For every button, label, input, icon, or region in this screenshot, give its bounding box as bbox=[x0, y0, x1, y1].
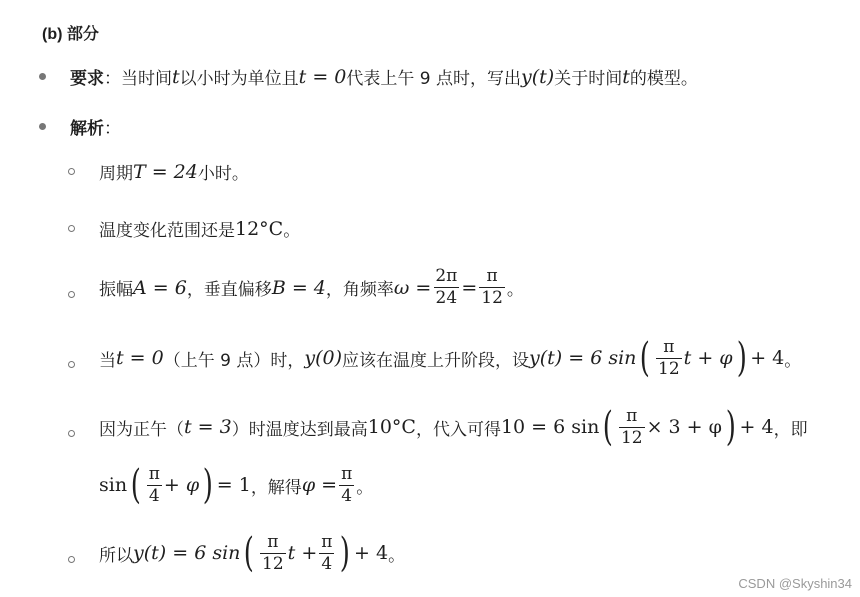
fraction: $\frac{2\pi}{24}$ bbox=[435, 266, 458, 308]
bullet-circle bbox=[68, 168, 75, 175]
watermark: CSDN @Skyshin34 bbox=[738, 576, 852, 591]
fraction: $\frac{\pi}{4}$ bbox=[321, 531, 333, 574]
params-item: 振幅 A = 6 ，垂直偏移 B = 4 ，角频率 ω = $\frac{2\pi}{24}$ = $\frac{\pi}{12}$ 。 bbox=[99, 266, 524, 308]
bullet-circle bbox=[68, 556, 75, 563]
requirement-line: 要求 ： 当时间 t 以小时为单位且 t = 0 代表上午 9 点时，写出 y(t) 关于时间 t 的模型。 bbox=[70, 65, 698, 89]
section-heading: (b) 部分 bbox=[42, 26, 99, 43]
analysis-line: 解析 ： bbox=[70, 114, 121, 139]
bullet-dot bbox=[39, 123, 46, 130]
range-item: 温度变化范围还是 12°C 。 bbox=[99, 217, 301, 241]
noon-item-line2: sin ( $\frac{\pi}{4}$ + φ ) = 1 ，解得 φ = $\frac{\pi}{4}$ 。 bbox=[99, 462, 374, 508]
bullet-circle bbox=[68, 291, 75, 298]
bullet-circle bbox=[68, 225, 75, 232]
analysis-label: 解析 bbox=[70, 119, 104, 139]
fraction: $\frac{\pi}{12}$ bbox=[262, 531, 284, 574]
requirement-label: 要求 bbox=[70, 69, 104, 89]
phase-item: 当 t = 0 （上午 9 点）时， y(0) 应该在温度上升阶段，设 y(t) = 6 sin ( $\frac{\pi}{12}$ t + φ ) + 4 。 bbox=[99, 335, 802, 381]
bullet-dot bbox=[39, 73, 46, 80]
noon-item: 因为正午（ t = 3 ）时温度达到最高 10°C ，代入可得 10 = 6 sin ( $\frac{\pi}{12}$ × 3 + φ ) + 4 ，即 bbox=[99, 404, 808, 450]
fraction: $\frac{\pi}{12}$ bbox=[620, 405, 643, 448]
fraction: $\frac{\pi}{12}$ bbox=[658, 336, 680, 379]
fraction: $\frac{\pi}{4}$ bbox=[341, 463, 353, 506]
fraction: $\frac{\pi}{12}$ bbox=[481, 266, 503, 308]
bullet-circle bbox=[68, 430, 75, 437]
period-item: 周期 T = 24 小时。 bbox=[99, 160, 249, 184]
fraction: $\frac{\pi}{4}$ bbox=[148, 463, 160, 506]
result-item: 所以 y(t) = 6 sin ( $\frac{\pi}{12}$ t + $\frac{\pi}{4}$ ) + 4 。 bbox=[99, 530, 406, 576]
bullet-circle bbox=[68, 361, 75, 368]
